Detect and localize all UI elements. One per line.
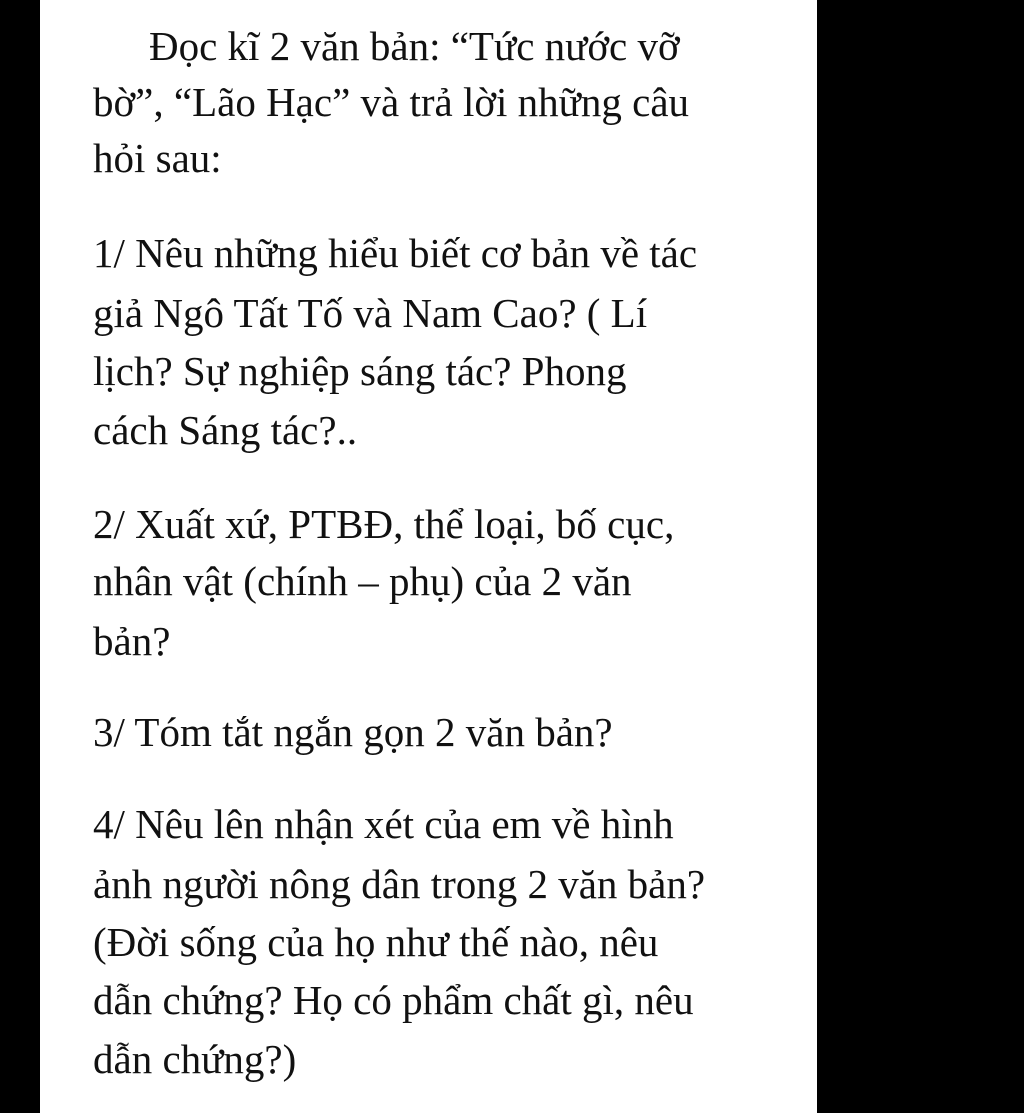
question-1-line: lịch? Sự nghiệp sáng tác? Phong [93,348,627,394]
question-4-line: dẫn chứng?) [93,1036,297,1082]
intro-line: bờ”, “Lão Hạc” và trả lời những câu [93,79,690,125]
question-3-line: 3/ Tóm tắt ngắn gọn 2 văn bản? [93,709,613,755]
question-1-line: giả Ngô Tất Tố và Nam Cao? ( Lí [93,290,648,336]
intro-line: hỏi sau: [93,135,222,181]
question-4-line: dẫn chứng? Họ có phẩm chất gì, nêu [93,977,694,1023]
question-2-line: bản? [93,618,171,664]
question-4-line: (Đời sống của họ như thế nào, nêu [93,919,659,965]
intro-line: Đọc kĩ 2 văn bản: “Tức nước vỡ [149,23,680,69]
question-2-line: nhân vật (chính – phụ) của 2 văn [93,558,632,604]
question-1-line: cách Sáng tác?.. [93,407,358,453]
question-1-line: 1/ Nêu những hiểu biết cơ bản về tác [93,230,698,276]
question-4-line: ảnh người nông dân trong 2 văn bản? [93,861,706,907]
question-4-line: 4/ Nêu lên nhận xét của em về hình [93,801,674,847]
question-2-line: 2/ Xuất xứ, PTBĐ, thể loại, bố cục, [93,501,675,547]
